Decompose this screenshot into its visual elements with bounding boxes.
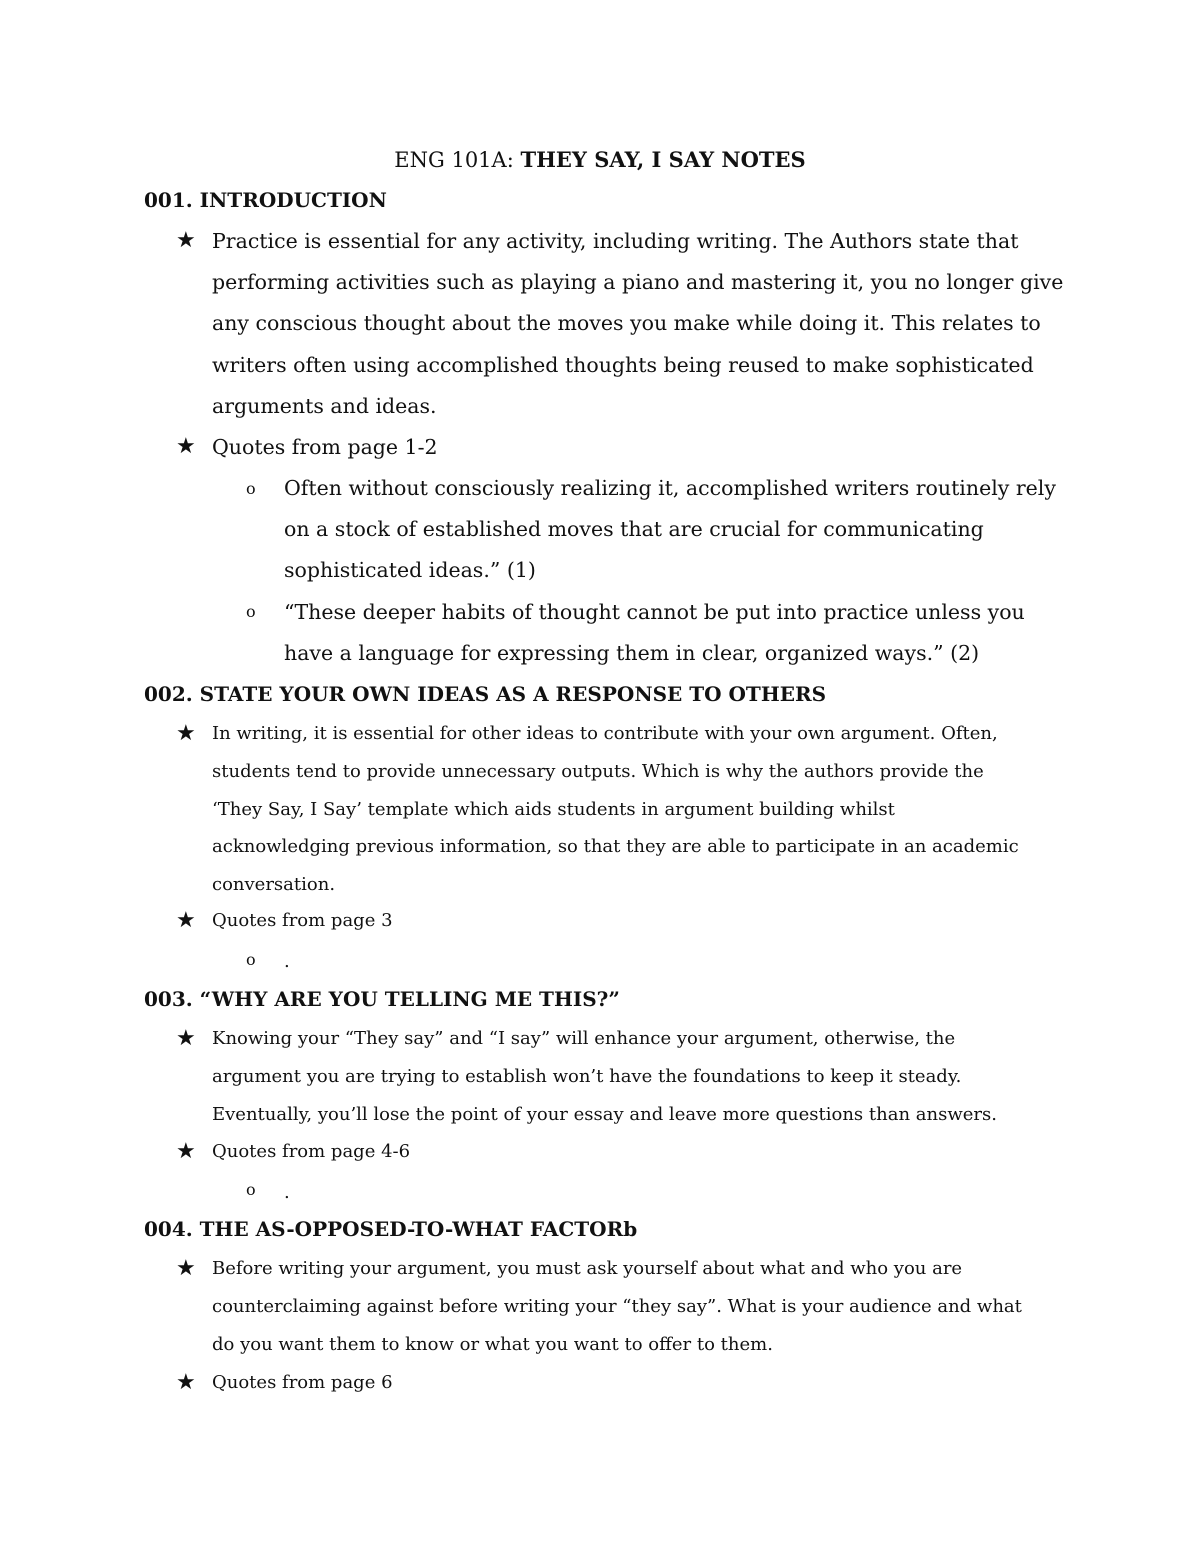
star-bullet-icon: ★ (176, 1139, 196, 1164)
text-line: Often without consciously realizing it, accomplished writers routinely rely (284, 476, 1056, 500)
section-heading-why-are-you-telling-me-this: 003. “WHY ARE YOU TELLING ME THIS?” (144, 987, 620, 1011)
document-title (0, 145, 1200, 175)
section-summary (212, 1250, 1092, 1363)
text-line: Eventually, you’ll lose the point of your essay and leave more questions than answers. (212, 1103, 997, 1125)
circle-bullet-icon: o (246, 479, 256, 498)
section-summary (212, 221, 1092, 427)
quote-item (284, 592, 1084, 674)
text-line: Before writing your argument, you must ask yourself about what and who you are (212, 1258, 963, 1279)
star-bullet-icon: ★ (176, 1256, 196, 1281)
quote-item (284, 468, 1084, 592)
text-line: do you want them to know or what you want to offer to them. (212, 1333, 773, 1355)
section-summary (212, 715, 1092, 904)
star-bullet-icon: ★ (176, 228, 196, 253)
text-line: have a language for expressing them in clear, organized ways.” (2) (284, 641, 980, 666)
quote-placeholder: . (284, 951, 290, 972)
section-heading-state-your-own-ideas: 002. STATE YOUR OWN IDEAS AS A RESPONSE TO OTHERS (144, 682, 827, 706)
text-line: ‘They Say, I Say’ template which aids students in argument building whilst (212, 798, 895, 820)
text-line: performing activities such as playing a piano and mastering it, you no longer give (212, 270, 1064, 295)
quotes-label: Quotes from page 6 (212, 1372, 393, 1393)
text-line: sophisticated ideas.” (1) (284, 558, 536, 583)
star-bullet-icon: ★ (176, 1026, 196, 1051)
star-bullet-icon: ★ (176, 434, 196, 459)
star-bullet-icon: ★ (176, 908, 196, 933)
quotes-label: Quotes from page 1-2 (212, 435, 438, 459)
section-heading-as-opposed-to-what-factor: 004. THE AS-OPPOSED-TO-WHAT FACTORb (144, 1217, 638, 1241)
star-bullet-icon: ★ (176, 1370, 196, 1395)
text-line: conversation. (212, 874, 336, 896)
quote-placeholder: . (284, 1182, 290, 1203)
section-summary (212, 1020, 1092, 1133)
circle-bullet-icon: o (246, 602, 256, 621)
text-line: Knowing your “They say” and “I say” will enhance your argument, otherwise, the (212, 1028, 956, 1049)
text-line: Practice is essential for any activity, including writing. The Authors state that (212, 229, 1019, 253)
quotes-label: Quotes from page 3 (212, 910, 393, 931)
circle-bullet-icon: o (246, 1180, 256, 1199)
text-line: on a stock of established moves that are crucial for communicating (284, 517, 984, 542)
text-line: counterclaiming against before writing your “they say”. What is your audience and what (212, 1295, 1022, 1317)
text-line: students tend to provide unnecessary outputs. Which is why the authors provide the (212, 760, 984, 782)
star-bullet-icon: ★ (176, 721, 196, 746)
quotes-label: Quotes from page 4-6 (212, 1141, 411, 1162)
section-heading-introduction: 001. INTRODUCTION (144, 188, 387, 212)
text-line: In writing, it is essential for other ideas to contribute with your own argument. Often, (212, 723, 998, 744)
circle-bullet-icon: o (246, 950, 256, 969)
text-line: acknowledging previous information, so that they are able to participate in an academic (212, 836, 1019, 858)
text-line: “These deeper habits of thought cannot be put into practice unless you (284, 600, 1025, 624)
title-main: THEY SAY, I SAY NOTES (520, 147, 806, 172)
title-prefix: ENG 101A: (394, 148, 521, 172)
text-line: any conscious thought about the moves you make while doing it. This relates to (212, 311, 1041, 336)
text-line: arguments and ideas. (212, 393, 437, 418)
text-line: argument you are trying to establish won’t have the foundations to keep it steady. (212, 1065, 962, 1087)
text-line: writers often using accomplished thoughts being reused to make sophisticated (212, 352, 1034, 377)
